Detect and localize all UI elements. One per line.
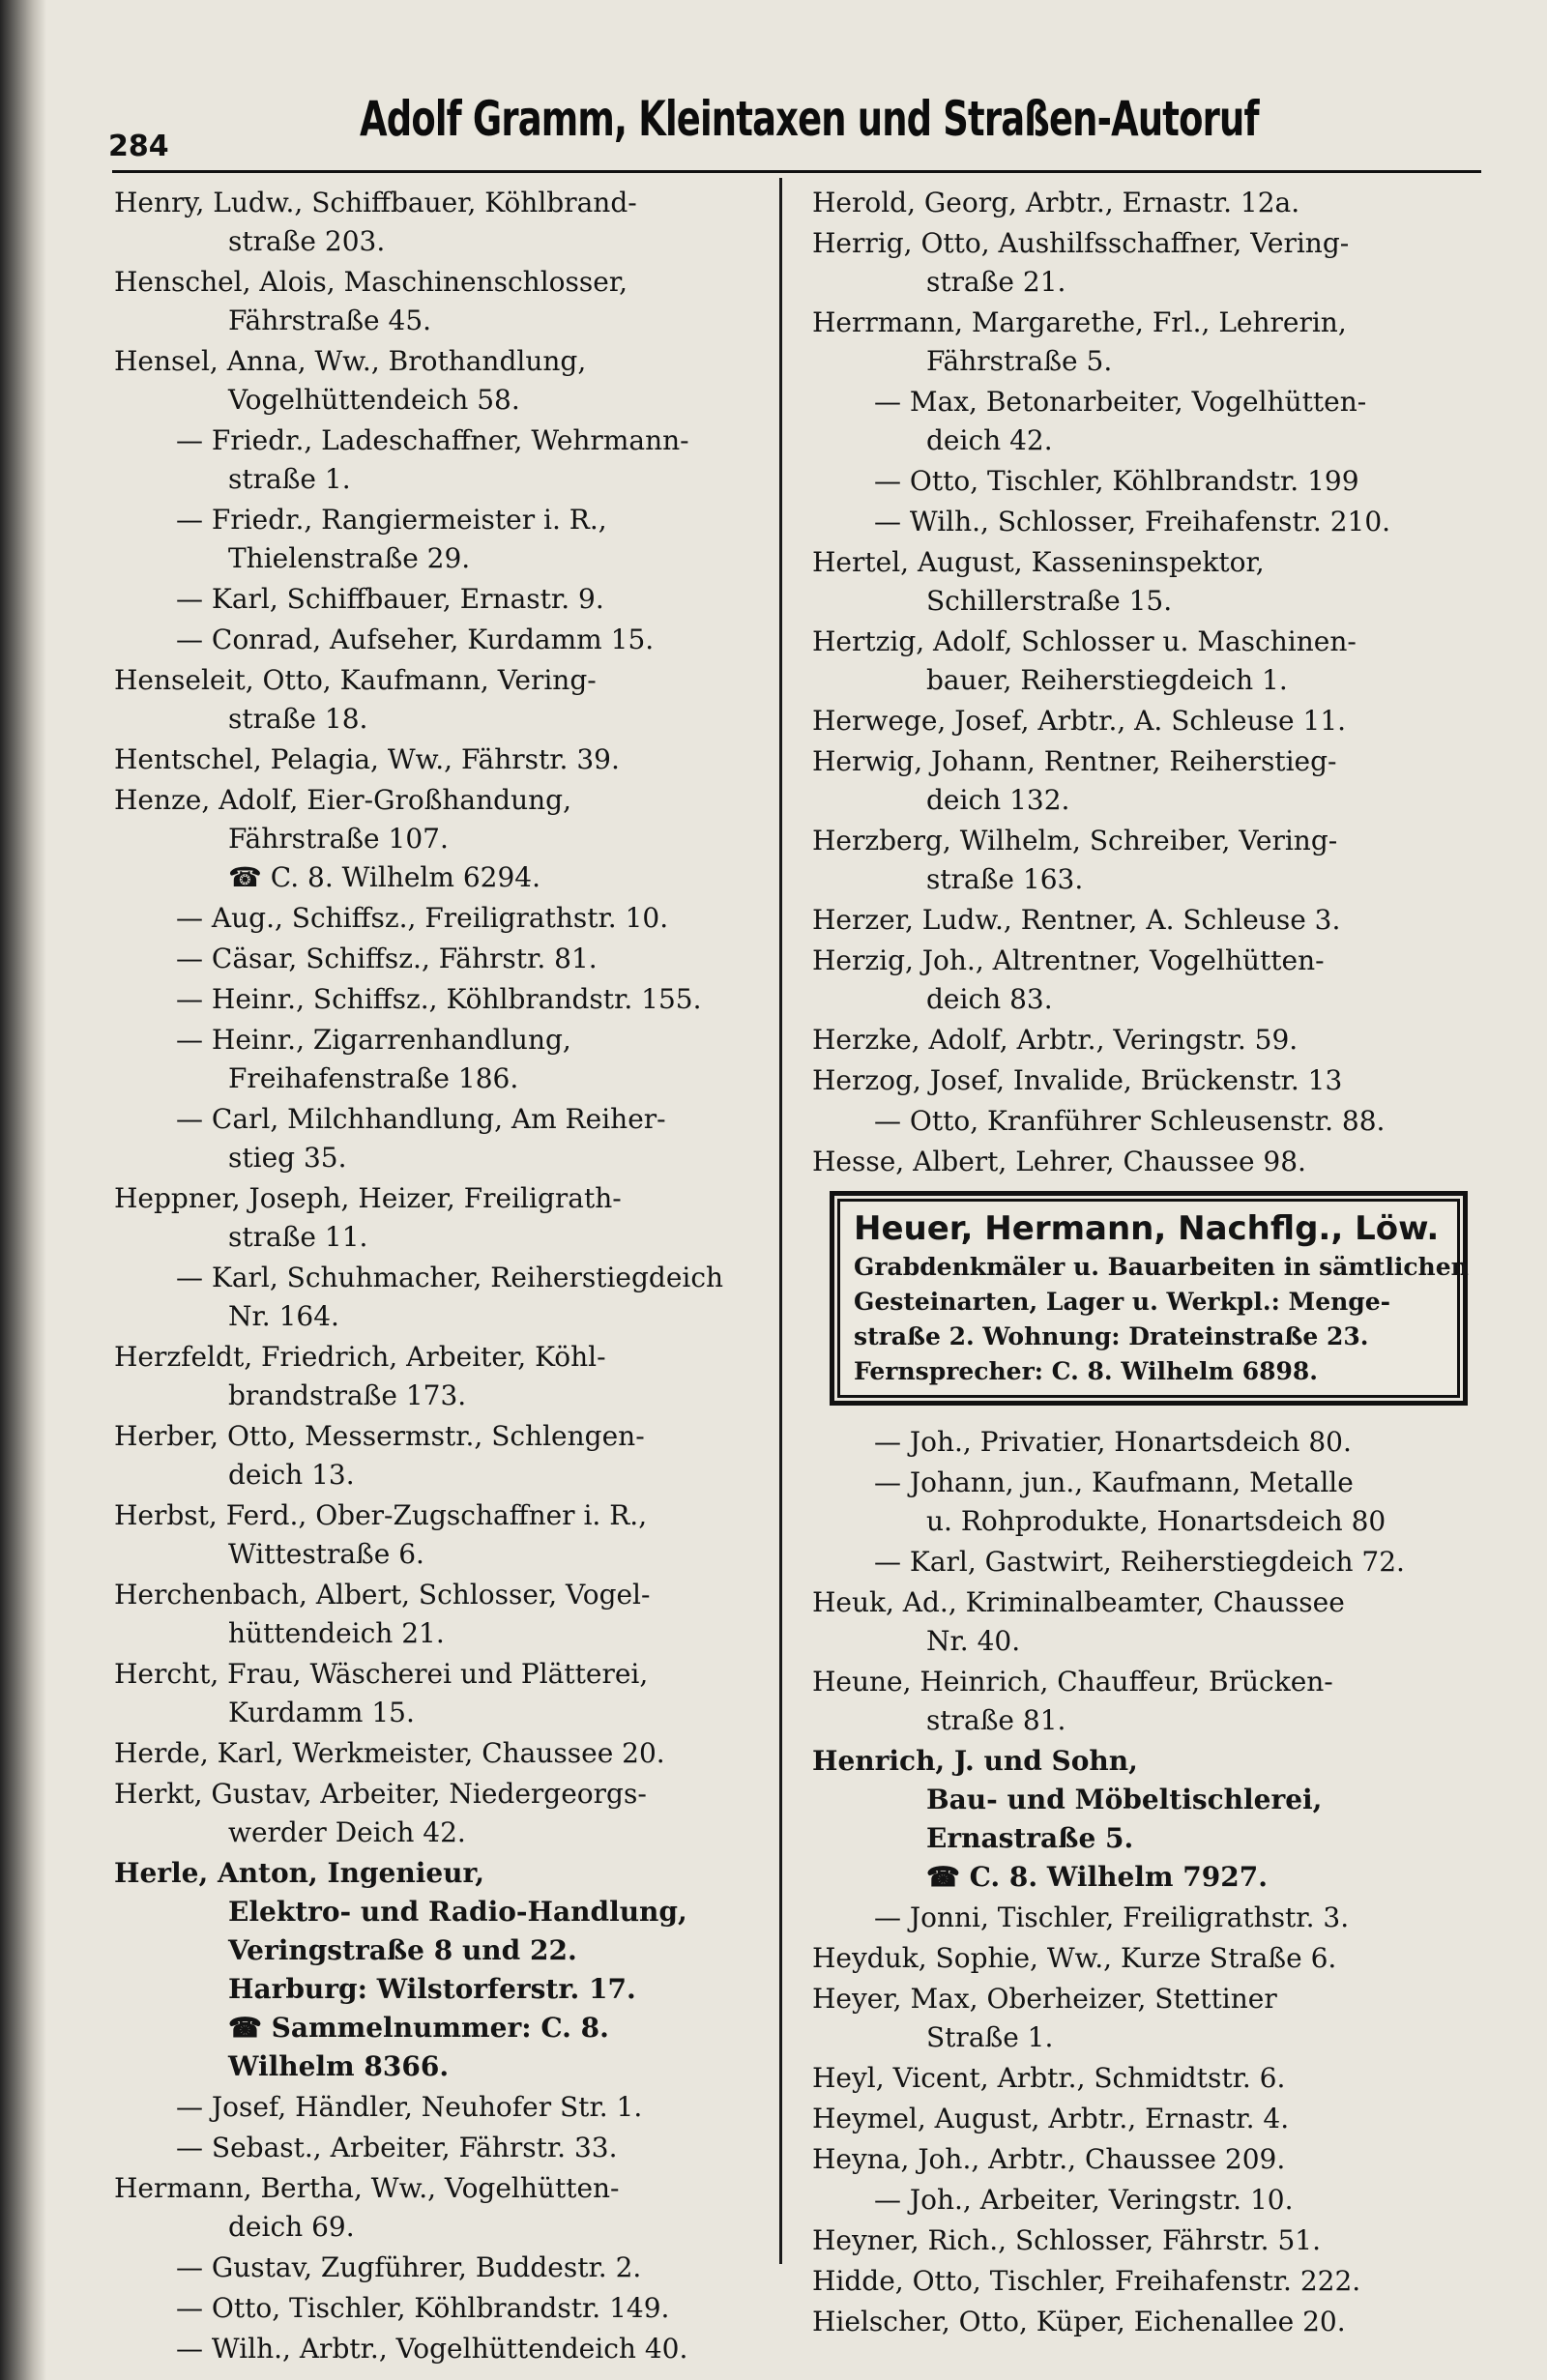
entry-continuation-line: Kurdamm 15. <box>228 1697 415 1728</box>
directory-entry <box>114 899 768 938</box>
entry-continuation-line: straße 18. <box>228 703 368 735</box>
directory-entry <box>812 742 1489 820</box>
entry-name-line: Hesse, Albert, Lehrer, Chaussee 98. <box>812 1146 1306 1177</box>
directory-entry <box>812 2221 1489 2260</box>
directory-entry <box>812 901 1489 940</box>
entry-name-line: — Wilh., Arbtr., Vogelhüttendeich 40. <box>176 2333 688 2365</box>
directory-entry <box>114 1496 768 1574</box>
entry-name-line: Hermann, Bertha, Ww., Vogelhütten- <box>114 2172 620 2204</box>
directory-entry <box>812 224 1489 302</box>
entry-name-line: Heyner, Rich., Schlosser, Fährstr. 51. <box>812 2224 1321 2256</box>
entry-continuation-line: Straße 1. <box>926 2021 1054 2053</box>
directory-entry <box>812 383 1489 460</box>
entry-continuation-line: ☎ Sammelnummer: C. 8. <box>228 2012 609 2044</box>
entry-name-line: Hertzig, Adolf, Schlosser u. Maschinen- <box>812 625 1357 657</box>
entry-continuation-line: Veringstraße 8 und 22. <box>228 1934 577 1966</box>
entry-name-line: Henrich, J. und Sohn, <box>812 1745 1138 1777</box>
entry-continuation-line: Elektro- und Radio-Handlung, <box>228 1896 687 1928</box>
directory-entry <box>812 1021 1489 1059</box>
left-column <box>114 184 768 2370</box>
directory-entry <box>114 263 768 340</box>
entry-name-line: — Max, Betonarbeiter, Vogelhütten- <box>874 386 1367 418</box>
directory-entry <box>114 501 768 578</box>
right-column <box>812 184 1489 2343</box>
entry-name-line: Herzer, Ludw., Rentner, A. Schleuse 3. <box>812 904 1341 936</box>
directory-entry <box>114 2088 768 2127</box>
entry-continuation-line: Thielenstraße 29. <box>228 542 471 574</box>
directory-entry <box>812 1980 1489 2057</box>
directory-entry <box>812 1543 1489 1582</box>
entry-name-line: Heyduk, Sophie, Ww., Kurze Straße 6. <box>812 1942 1337 1974</box>
directory-entry <box>114 2289 768 2328</box>
entry-continuation-line: deich 13. <box>228 1459 355 1491</box>
entry-continuation-line: ☎ C. 8. Wilhelm 6294. <box>228 861 540 893</box>
entry-name-line: Herold, Georg, Arbtr., Ernastr. 12a. <box>812 187 1300 218</box>
ad-line: Fernsprecher: C. 8. Wilhelm 6898. <box>854 1357 1318 1385</box>
entry-name-line: — Carl, Milchhandlung, Am Reiher- <box>176 1103 666 1135</box>
directory-entry <box>812 1742 1489 1897</box>
entry-name-line: Herle, Anton, Ingenieur, <box>114 1857 484 1889</box>
directory-entry <box>812 503 1489 541</box>
entry-name-line: — Josef, Händler, Neuhofer Str. 1. <box>176 2091 643 2123</box>
entry-continuation-line: deich 132. <box>926 784 1070 816</box>
entry-continuation-line: Ernastraße 5. <box>926 1822 1134 1854</box>
entry-continuation-line: u. Rohprodukte, Honartsdeich 80 <box>926 1505 1386 1537</box>
entry-name-line: — Wilh., Schlosser, Freihafenstr. 210. <box>874 506 1391 537</box>
entry-name-line: — Karl, Gastwirt, Reiherstiegdeich 72. <box>874 1546 1405 1578</box>
directory-entry <box>114 1259 768 1336</box>
right-column-bottom-entries <box>812 1423 1489 2341</box>
directory-entry <box>114 621 768 659</box>
entry-name-line: — Heinr., Schiffsz., Köhlbrandstr. 155. <box>176 983 702 1015</box>
entry-name-line: — Johann, jun., Kaufmann, Metalle <box>874 1466 1354 1498</box>
entry-continuation-line: straße 1. <box>228 463 351 495</box>
directory-entry <box>114 1100 768 1177</box>
entry-continuation-line: Nr. 40. <box>926 1625 1021 1657</box>
directory-entry <box>812 2262 1489 2301</box>
entry-continuation-line: Fährstraße 107. <box>228 823 449 855</box>
directory-entry <box>114 1854 768 2086</box>
entry-continuation-line: Harburg: Wilstorferstr. 17. <box>228 1973 636 2005</box>
entry-continuation-line: ☎ C. 8. Wilhelm 7927. <box>926 1861 1268 1893</box>
entry-name-line: Herrmann, Margarethe, Frl., Lehrerin, <box>812 306 1347 338</box>
directory-entry <box>114 1576 768 1653</box>
entry-name-line: Heyna, Joh., Arbtr., Chaussee 209. <box>812 2143 1286 2175</box>
page-number: 284 <box>108 130 169 163</box>
entry-name-line: Herzke, Adolf, Arbtr., Veringstr. 59. <box>812 1024 1299 1056</box>
entry-continuation-line: straße 203. <box>228 225 386 257</box>
directory-entry <box>114 661 768 739</box>
entry-continuation-line: Wittestraße 6. <box>228 1538 424 1570</box>
directory-entry <box>114 940 768 978</box>
entry-name-line: Herwig, Johann, Rentner, Reiherstieg- <box>812 745 1337 777</box>
directory-entry <box>114 2129 768 2167</box>
directory-entry <box>114 1655 768 1732</box>
entry-name-line: — Friedr., Rangiermeister i. R., <box>176 504 607 536</box>
entry-name-line: Henry, Ludw., Schiffbauer, Köhlbrand- <box>114 187 637 218</box>
entry-continuation-line: straße 81. <box>926 1704 1066 1736</box>
directory-entry <box>812 543 1489 621</box>
entry-name-line: Herrig, Otto, Aushilfsschaffner, Vering- <box>812 227 1350 259</box>
directory-entry <box>812 1061 1489 1100</box>
directory-entry <box>812 1899 1489 1937</box>
entry-name-line: — Cäsar, Schiffsz., Fährstr. 81. <box>176 943 598 974</box>
ad-line: straße 2. Wohnung: Drateinstraße 23. <box>854 1322 1369 1350</box>
ad-line: Grabdenkmäler u. Bauarbeiten in sämtlichen <box>854 1253 1469 1281</box>
directory-entry <box>812 2100 1489 2138</box>
directory-entry <box>812 1423 1489 1462</box>
directory-entry <box>812 1143 1489 1181</box>
page-header <box>108 85 1501 172</box>
directory-entry <box>114 580 768 619</box>
entry-name-line: Heyer, Max, Oberheizer, Stettiner <box>812 1983 1277 2015</box>
entry-name-line: Heyl, Vicent, Arbtr., Schmidtstr. 6. <box>812 2062 1286 2094</box>
entry-continuation-line: deich 42. <box>926 424 1053 456</box>
entry-continuation-line: deich 83. <box>926 983 1053 1015</box>
directory-entry <box>812 2303 1489 2341</box>
entry-name-line: — Aug., Schiffsz., Freiligrathstr. 10. <box>176 902 669 934</box>
entry-name-line: — Friedr., Ladeschaffner, Wehrmann- <box>176 424 689 456</box>
entry-name-line: — Otto, Kranführer Schleusenstr. 88. <box>874 1105 1386 1137</box>
entry-name-line: Hielscher, Otto, Küper, Eichenallee 20. <box>812 2306 1346 2337</box>
entry-name-line: Herzig, Joh., Altrentner, Vogelhütten- <box>812 944 1325 976</box>
directory-entry <box>114 1775 768 1852</box>
entry-continuation-line: Vogelhüttendeich 58. <box>228 384 520 416</box>
directory-entry <box>812 1939 1489 1978</box>
directory-entry <box>114 1338 768 1415</box>
entry-name-line: — Karl, Schiffbauer, Ernastr. 9. <box>176 583 604 615</box>
directory-entry <box>812 1583 1489 1661</box>
directory-entry <box>812 304 1489 381</box>
header-rule <box>112 170 1481 173</box>
entry-continuation-line: Bau- und Möbeltischlerei, <box>926 1784 1323 1815</box>
entry-name-line: — Heinr., Zigarrenhandlung, <box>176 1024 571 1056</box>
entry-name-line: Herde, Karl, Werkmeister, Chaussee 20. <box>114 1737 665 1769</box>
directory-entry <box>114 2169 768 2247</box>
entry-continuation-line: straße 11. <box>228 1221 368 1253</box>
entry-name-line: Herber, Otto, Messermstr., Schlengen- <box>114 1420 645 1452</box>
entry-continuation-line: Schillerstraße 15. <box>926 585 1173 617</box>
entry-name-line: Heppner, Joseph, Heizer, Freiligrath- <box>114 1182 622 1214</box>
directory-entry <box>812 822 1489 899</box>
directory-entry <box>812 2140 1489 2179</box>
directory-entry <box>812 942 1489 1019</box>
entry-continuation-line: straße 163. <box>926 863 1084 895</box>
entry-name-line: — Karl, Schuhmacher, Reiherstiegdeich <box>176 1262 724 1293</box>
entry-name-line: Hidde, Otto, Tischler, Freihafenstr. 222. <box>812 2265 1361 2297</box>
directory-entry <box>114 342 768 420</box>
directory-entry <box>812 1464 1489 1541</box>
directory-entry <box>812 462 1489 501</box>
entry-name-line: Herzog, Josef, Invalide, Brückenstr. 13 <box>812 1064 1343 1096</box>
entry-continuation-line: straße 21. <box>926 266 1066 298</box>
directory-entry <box>114 1021 768 1098</box>
entry-name-line: Hentschel, Pelagia, Ww., Fährstr. 39. <box>114 743 620 775</box>
directory-entry <box>812 1663 1489 1740</box>
entry-name-line: Herzfeldt, Friedrich, Arbeiter, Köhl- <box>114 1341 606 1373</box>
entry-continuation-line: bauer, Reiherstiegdeich 1. <box>926 664 1288 696</box>
directory-entry <box>812 623 1489 700</box>
entry-name-line: Herwege, Josef, Arbtr., A. Schleuse 11. <box>812 705 1347 737</box>
entry-continuation-line: werder Deich 42. <box>228 1816 466 1848</box>
entry-name-line: Herbst, Ferd., Ober-Zugschaffner i. R., <box>114 1499 648 1531</box>
directory-entry <box>114 2330 768 2368</box>
running-title: Adolf Gramm, Kleintaxen und Straßen-Autoruf <box>360 91 1259 147</box>
directory-entry <box>114 421 768 499</box>
entry-name-line: Hertel, August, Kasseninspektor, <box>812 546 1265 578</box>
entry-continuation-line: deich 69. <box>228 2211 355 2243</box>
entry-name-line: — Sebast., Arbeiter, Fährstr. 33. <box>176 2132 618 2163</box>
entry-name-line: — Gustav, Zugführer, Buddestr. 2. <box>176 2251 642 2283</box>
directory-entry <box>114 1179 768 1257</box>
directory-entry <box>114 980 768 1019</box>
entry-name-line: Henze, Adolf, Eier-Großhandung, <box>114 784 571 816</box>
column-divider <box>779 178 782 2264</box>
advertisement-box <box>830 1191 1468 1406</box>
right-column-top-entries <box>812 184 1489 1181</box>
entry-continuation-line: stieg 35. <box>228 1142 347 1174</box>
entry-name-line: Henseleit, Otto, Kaufmann, Vering- <box>114 664 597 696</box>
entry-continuation-line: hüttendeich 21. <box>228 1617 445 1649</box>
entry-name-line: Henschel, Alois, Maschinenschlosser, <box>114 266 628 298</box>
directory-entry <box>812 1102 1489 1141</box>
directory-entry <box>114 1417 768 1495</box>
entry-name-line: — Joh., Privatier, Honartsdeich 80. <box>874 1426 1352 1458</box>
entry-name-line: Hensel, Anna, Ww., Brothandlung, <box>114 345 587 377</box>
directory-entry <box>114 2249 768 2287</box>
entry-name-line: Herchenbach, Albert, Schlosser, Vogel- <box>114 1579 651 1611</box>
entry-name-line: Herzberg, Wilhelm, Schreiber, Vering- <box>812 825 1338 856</box>
directory-entry <box>812 702 1489 740</box>
entry-continuation-line: Wilhelm 8366. <box>228 2050 450 2082</box>
entry-continuation-line: Fährstraße 45. <box>228 305 432 336</box>
ad-line: Gesteinarten, Lager u. Werkpl.: Menge- <box>854 1288 1391 1316</box>
entry-name-line: Hercht, Frau, Wäscherei und Plätterei, <box>114 1658 649 1690</box>
entry-name-line: — Conrad, Aufseher, Kurdamm 15. <box>176 624 655 655</box>
entry-name-line: — Otto, Tischler, Köhlbrandstr. 149. <box>176 2292 670 2324</box>
directory-entry <box>812 2181 1489 2220</box>
entry-name-line: — Otto, Tischler, Köhlbrandstr. 199 <box>874 465 1359 497</box>
directory-entry <box>114 184 768 261</box>
entry-name-line: — Joh., Arbeiter, Veringstr. 10. <box>874 2184 1294 2216</box>
entry-name-line: Heune, Heinrich, Chauffeur, Brücken- <box>812 1666 1333 1698</box>
entry-name-line: Heymel, August, Arbtr., Ernastr. 4. <box>812 2103 1290 2134</box>
directory-entry <box>114 1734 768 1773</box>
entry-name-line: Heuk, Ad., Kriminalbeamter, Chaussee <box>812 1586 1345 1618</box>
entry-continuation-line: Fährstraße 5. <box>926 345 1113 377</box>
directory-entry <box>114 740 768 779</box>
directory-entry <box>812 2059 1489 2098</box>
ad-title: Heuer, Hermann, Nachflg., Löw. <box>854 1209 1440 1248</box>
entry-continuation-line: Freihafenstraße 186. <box>228 1062 519 1094</box>
entry-continuation-line: Nr. 164. <box>228 1300 339 1332</box>
directory-entry <box>114 781 768 897</box>
entry-continuation-line: brandstraße 173. <box>228 1379 467 1411</box>
directory-entry <box>812 184 1489 222</box>
entry-name-line: Herkt, Gustav, Arbeiter, Niedergeorgs- <box>114 1778 647 1810</box>
entry-name-line: — Jonni, Tischler, Freiligrathstr. 3. <box>874 1901 1350 1933</box>
